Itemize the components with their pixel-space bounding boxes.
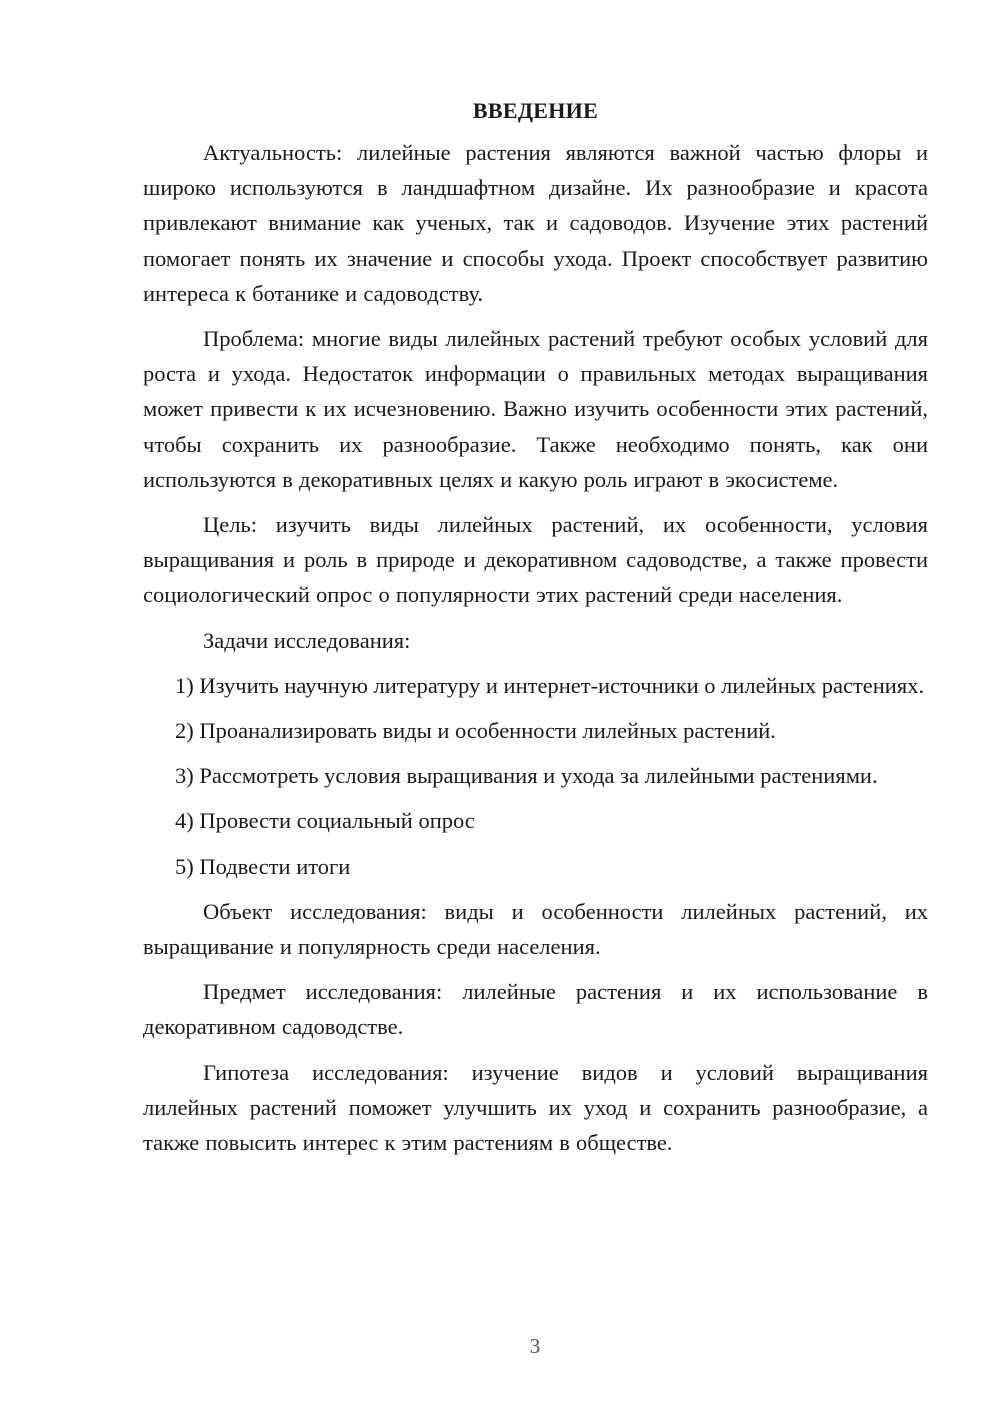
task-item-4: 4) Провести социальный опрос: [175, 808, 475, 834]
paragraph-subject: Предмет исследования: лилейные растения и их использование в декоративном садоводстве.: [143, 979, 928, 1040]
section-heading: ВВЕДЕНИЕ: [472, 98, 599, 123]
task-item-1: 1) Изучить научную литературу и интернет-источники о лилейных растениях.: [175, 672, 925, 698]
page-content: [143, 93, 928, 1170]
tasks-title: Задачи исследования:: [203, 627, 411, 653]
page-number: 3: [529, 1334, 541, 1358]
paragraph-object: Объект исследования: виды и особенности лилейных растений, их выращивание и популярность среди населения.: [143, 898, 928, 960]
task-item-5: 5) Подвести итоги: [175, 853, 351, 879]
paragraph-problem: Проблема: многие виды лилейных растений требуют особых условий для роста и ухода. Недостаток информации о правильных методах выращивания может привести к их исчезновению. Важно изучить особенности этих растений, чтобы сохранить их разнообразие. Также необходимо понять, как они используются в декоративных целях и какую роль играют в экосистеме.: [143, 326, 928, 492]
paragraph-hypothesis: Гипотеза исследования: изучение видов и условий выращивания лилейных растений поможет улучшить их уход и сохранить разнообразие, а также повысить интерес к этим растениям в обществе.: [143, 1059, 928, 1156]
task-item-2: 2) Проанализировать виды и особенности лилейных растений.: [175, 718, 776, 744]
task-item-3: 3) Рассмотреть условия выращивания и ухода за лилейными растениями.: [175, 763, 878, 789]
paragraph-goal: Цель: изучить виды лилейных растений, их особенности, условия выращивания и роль в природе и декоративном садоводстве, а также провести социологический опрос о популярности этих растений среди населения.: [143, 512, 928, 608]
paragraph-relevance: Актуальность: лилейные растения являются важной частью флоры и широко используются в ландшафтном дизайне. Их разнообразие и красота привлекают внимание как ученых, так и садоводов. Изучение этих растений помогает понять их значение и способы ухода. Проект способствует развитию интереса к ботанике и садоводству.: [143, 140, 928, 306]
